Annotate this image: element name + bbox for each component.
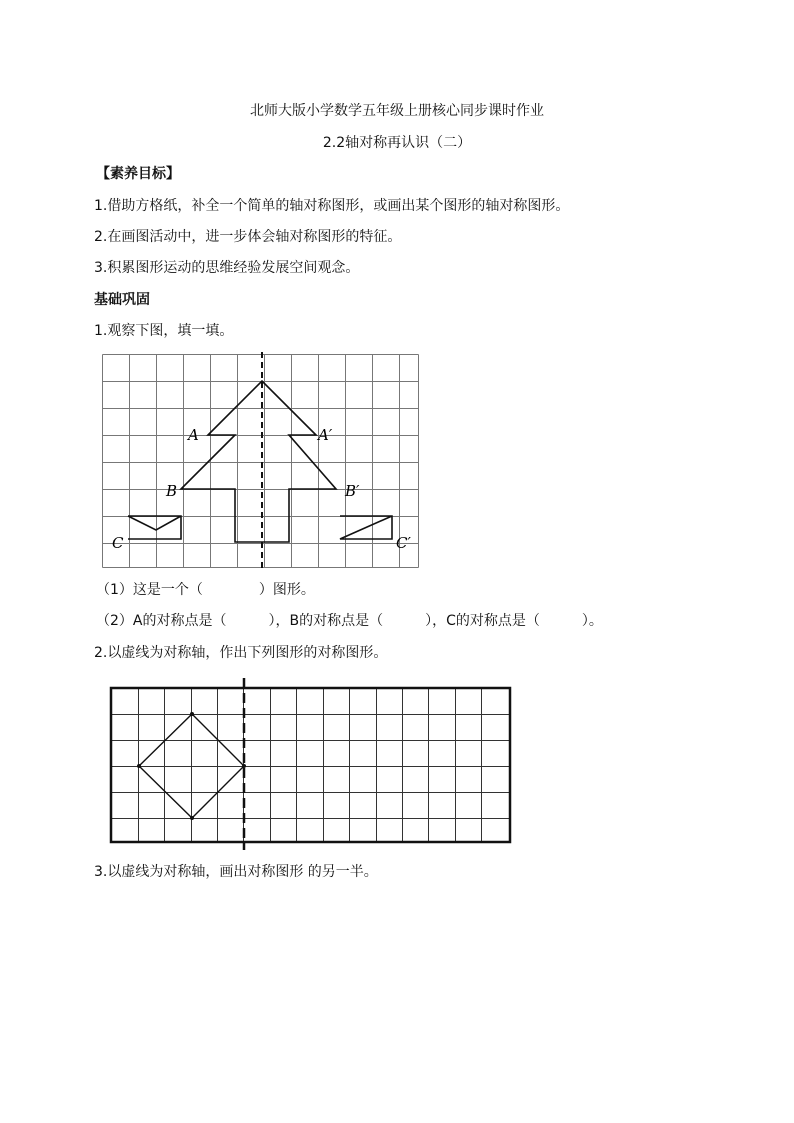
section-heading-basics: 基础巩固 [94, 292, 150, 308]
tree-outline [181, 381, 336, 542]
goal-item-3: 3.积累图形运动的思维经验发展空间观念。 [94, 260, 360, 276]
point-c-label: C [112, 534, 124, 552]
question-1-sub-1: （1）这是一个（ ）图形。 [96, 582, 315, 598]
point-b-label: B [166, 482, 178, 500]
point-c-prime-label: C′ [396, 534, 411, 552]
question-1-sub-2: （2）A的对称点是（ ），B的对称点是（ ），C的对称点是（ ）。 [96, 613, 603, 629]
question-2-prompt: 2.以虚线为对称轴，作出下列图形的对称图形。 [94, 645, 388, 661]
page-title: 北师大版小学数学五年级上册核心同步课时作业 [250, 103, 544, 119]
point-a-prime-label: A′ [318, 426, 333, 444]
goal-item-1: 1.借助方格纸，补全一个简单的轴对称图形，或画出某个图形的轴对称图形。 [94, 198, 570, 214]
diamond-grid-figure [105, 678, 515, 850]
point-a-label: A [188, 426, 199, 444]
question-3-prompt: 3.以虚线为对称轴，画出对称图形 的另一半。 [94, 864, 378, 880]
grid-lines-2 [111, 688, 510, 842]
lesson-subtitle: 2.2轴对称再认识（二） [322, 135, 472, 151]
goals-heading: 【素养目标】 [96, 166, 180, 182]
question-1-prompt: 1.观察下图，填一填。 [94, 323, 234, 339]
right-triangle-shape [340, 516, 392, 539]
point-b-prime-label: B′ [345, 482, 360, 500]
tree-grid-figure [100, 352, 422, 570]
left-triangle-shape [128, 516, 181, 539]
grid-lines [103, 355, 419, 568]
goal-item-2: 2.在画图活动中，进一步体会轴对称图形的特征。 [94, 229, 402, 245]
